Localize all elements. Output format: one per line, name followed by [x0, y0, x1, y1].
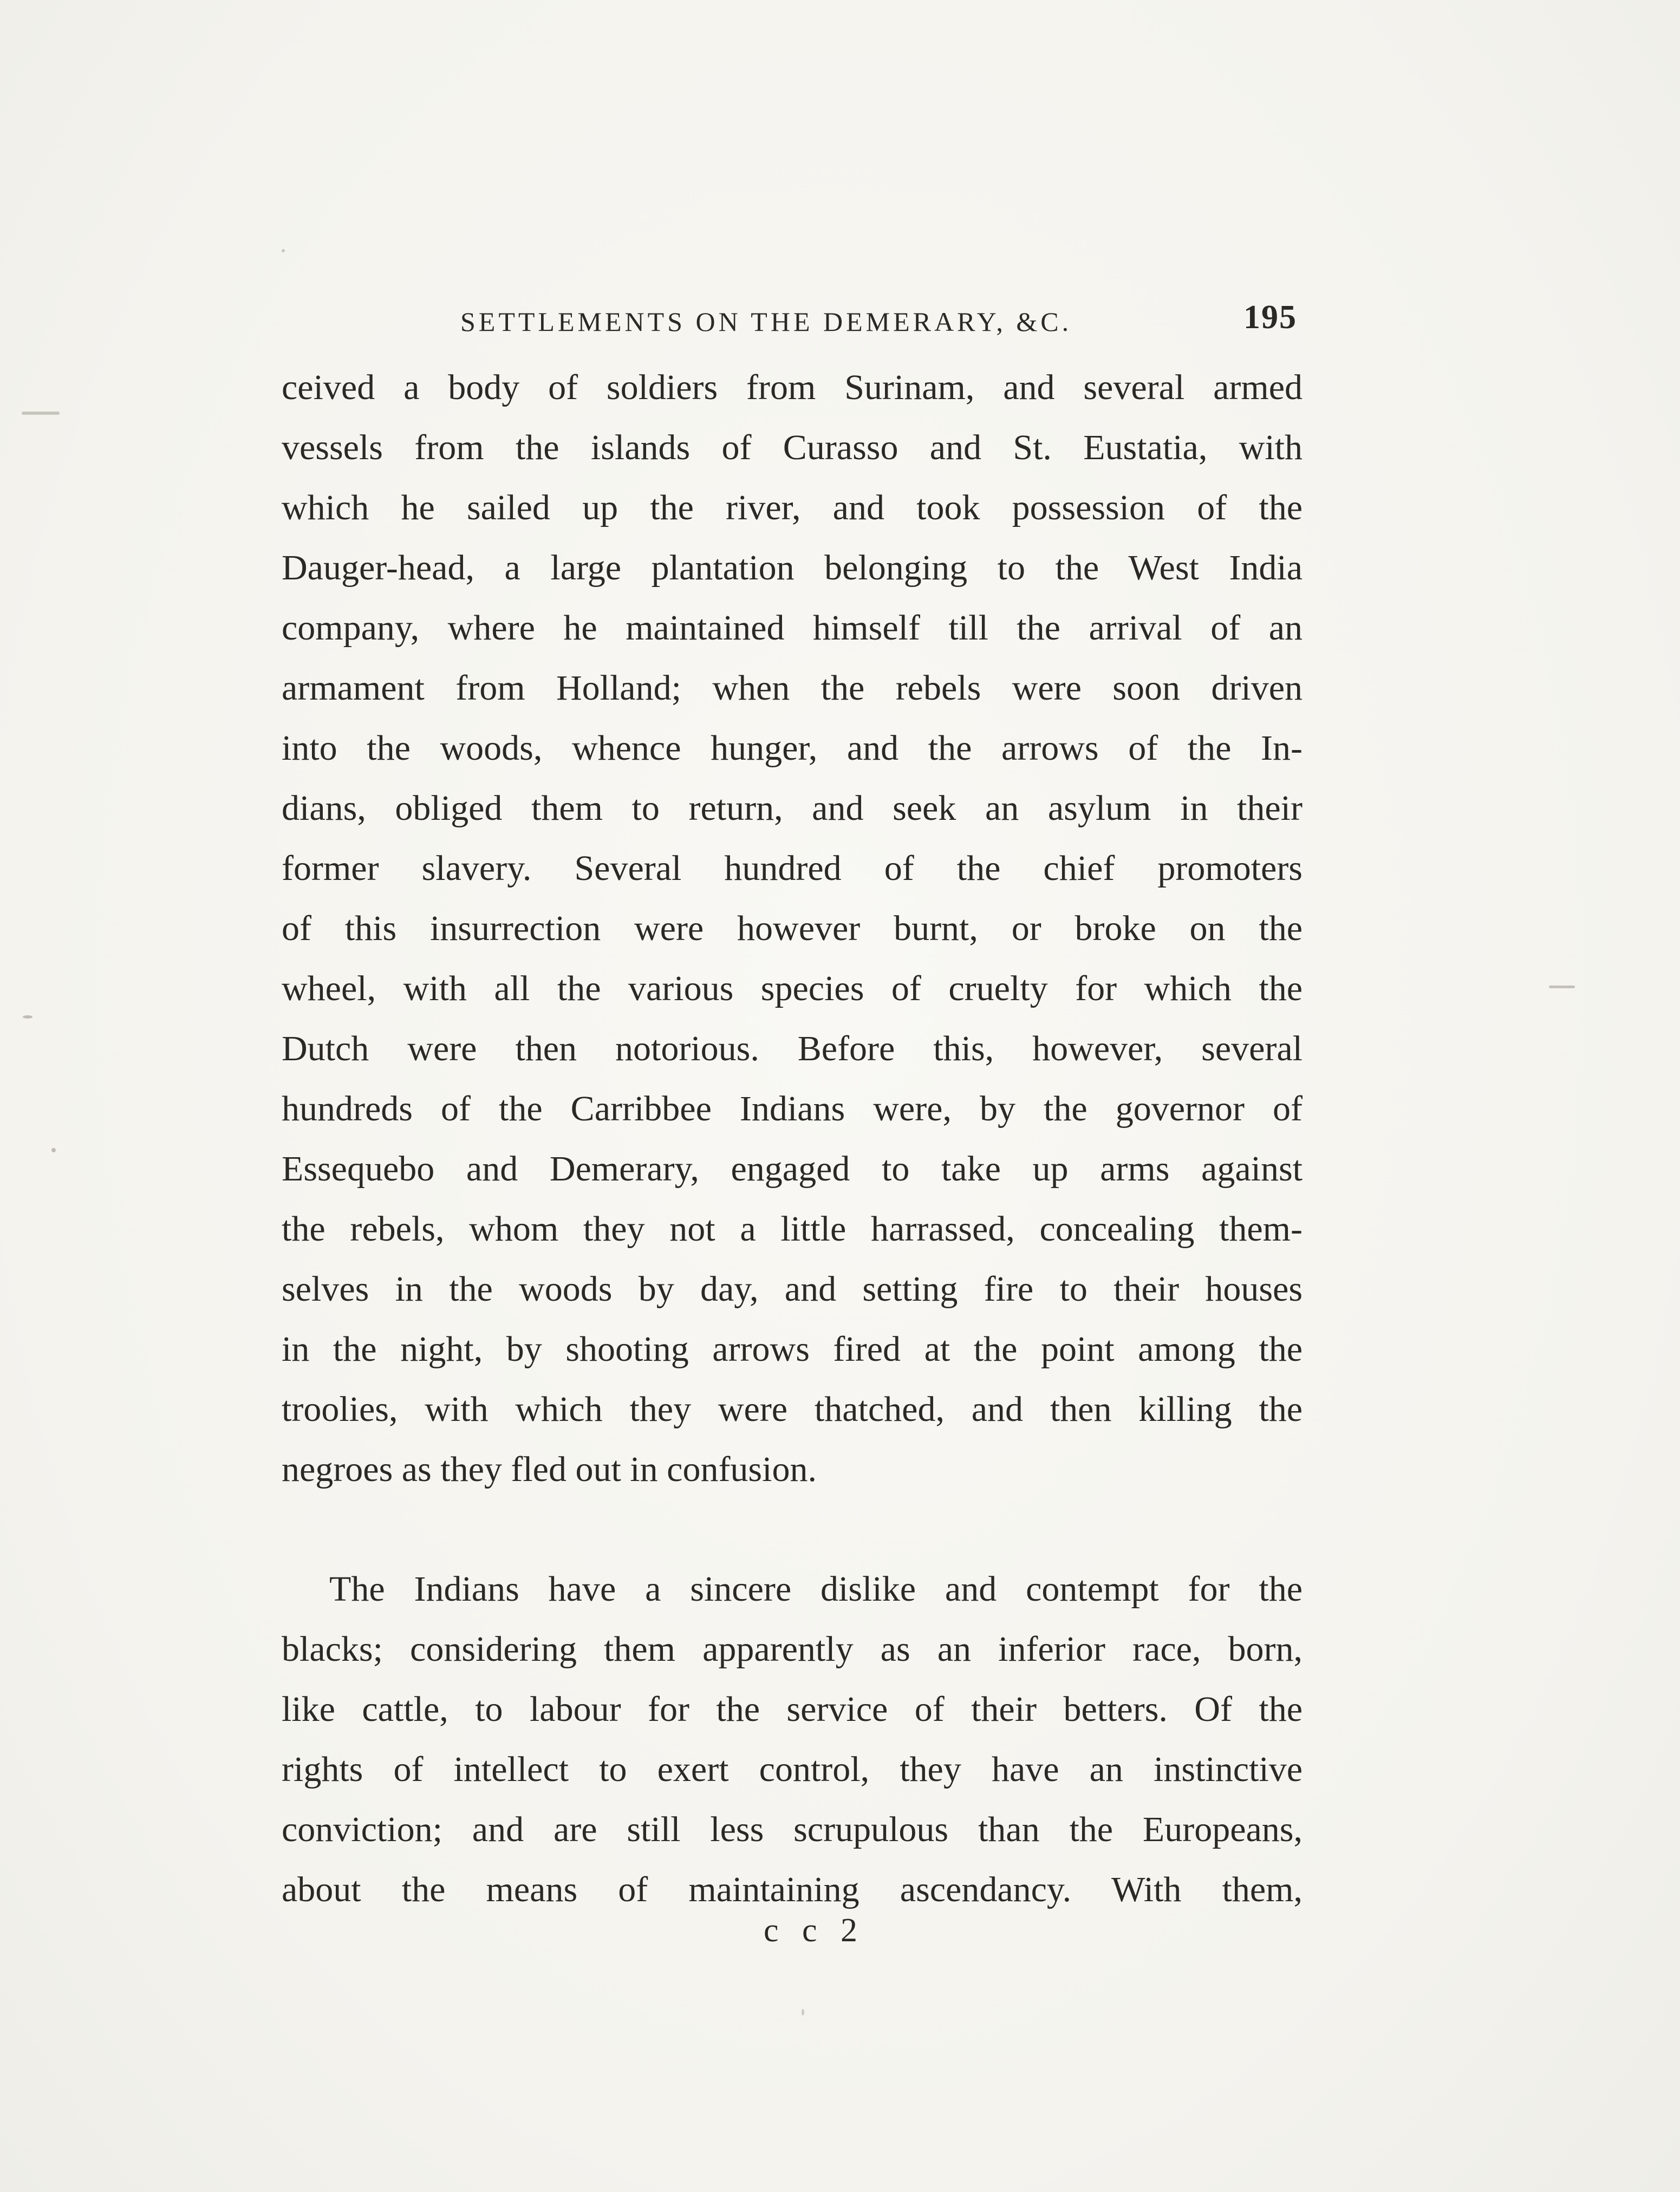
- text-line: The Indians have a sincere dislike and contempt for the: [329, 1569, 1303, 1609]
- paragraph-1: [282, 357, 1303, 1499]
- text-line: Dauger-head, a large plantation belonging to the West India: [282, 548, 1303, 588]
- text-line: which he sailed up the river, and took possession of the: [282, 488, 1303, 527]
- paper-speck: [1549, 986, 1575, 988]
- paragraph-2: [282, 1559, 1303, 1920]
- paragraph-gap: [282, 1499, 1303, 1559]
- paper-speck: [802, 2009, 804, 2015]
- text-line: the rebels, whom they not a little harrassed, concealing them-: [282, 1209, 1303, 1249]
- text-line: troolies, with which they were thatched, and then killing the: [282, 1389, 1303, 1429]
- text-line: of this insurrection were however burnt, or broke on the: [282, 909, 1303, 948]
- text-line: ceived a body of soldiers from Surinam, and several armed: [282, 368, 1303, 407]
- text-line: about the means of maintaining ascendancy. With them,: [282, 1870, 1303, 1909]
- paper-speck: [51, 1148, 56, 1152]
- text-line: company, where he maintained himself till the arrival of an: [282, 608, 1303, 648]
- signature-mark: c c 2: [764, 1912, 865, 1949]
- text-line: like cattle, to labour for the service of their betters. Of the: [282, 1689, 1303, 1729]
- text-line: negroes as they fled out in confusion.: [282, 1450, 817, 1489]
- paper-speck: [22, 412, 60, 415]
- text-line: into the woods, whence hunger, and the arrows of the In-: [282, 728, 1303, 768]
- text-line: Essequebo and Demerary, engaged to take up arms against: [282, 1149, 1303, 1189]
- page-number: 195: [1243, 299, 1297, 336]
- text-line: conviction; and are still less scrupulous than the Europeans,: [282, 1810, 1303, 1849]
- text-line: vessels from the islands of Curasso and St. Eustatia, with: [282, 428, 1303, 467]
- text-line: selves in the woods by day, and setting fire to their houses: [282, 1269, 1303, 1309]
- text-line: blacks; considering them apparently as an inferior race, born,: [282, 1629, 1303, 1669]
- text-line: in the night, by shooting arrows fired at the point among the: [282, 1329, 1303, 1369]
- text-line: armament from Holland; when the rebels were soon driven: [282, 668, 1303, 708]
- text-line: Dutch were then notorious. Before this, however, several: [282, 1029, 1303, 1068]
- text-line: wheel, with all the various species of cruelty for which the: [282, 969, 1303, 1008]
- text-line: rights of intellect to exert control, they have an instinctive: [282, 1750, 1303, 1789]
- running-head: [282, 295, 1297, 344]
- running-title: SETTLEMENTS ON THE DEMERARY, &C.: [460, 306, 1072, 337]
- text-line: hundreds of the Carribbee Indians were, by the governor of: [282, 1089, 1303, 1128]
- body-text: [282, 357, 1303, 1920]
- text-line: dians, obliged them to return, and seek an asylum in their: [282, 788, 1303, 828]
- paper-speck: [23, 1015, 32, 1019]
- text-line: former slavery. Several hundred of the chief promoters: [282, 849, 1303, 888]
- paper-speck: [282, 249, 285, 252]
